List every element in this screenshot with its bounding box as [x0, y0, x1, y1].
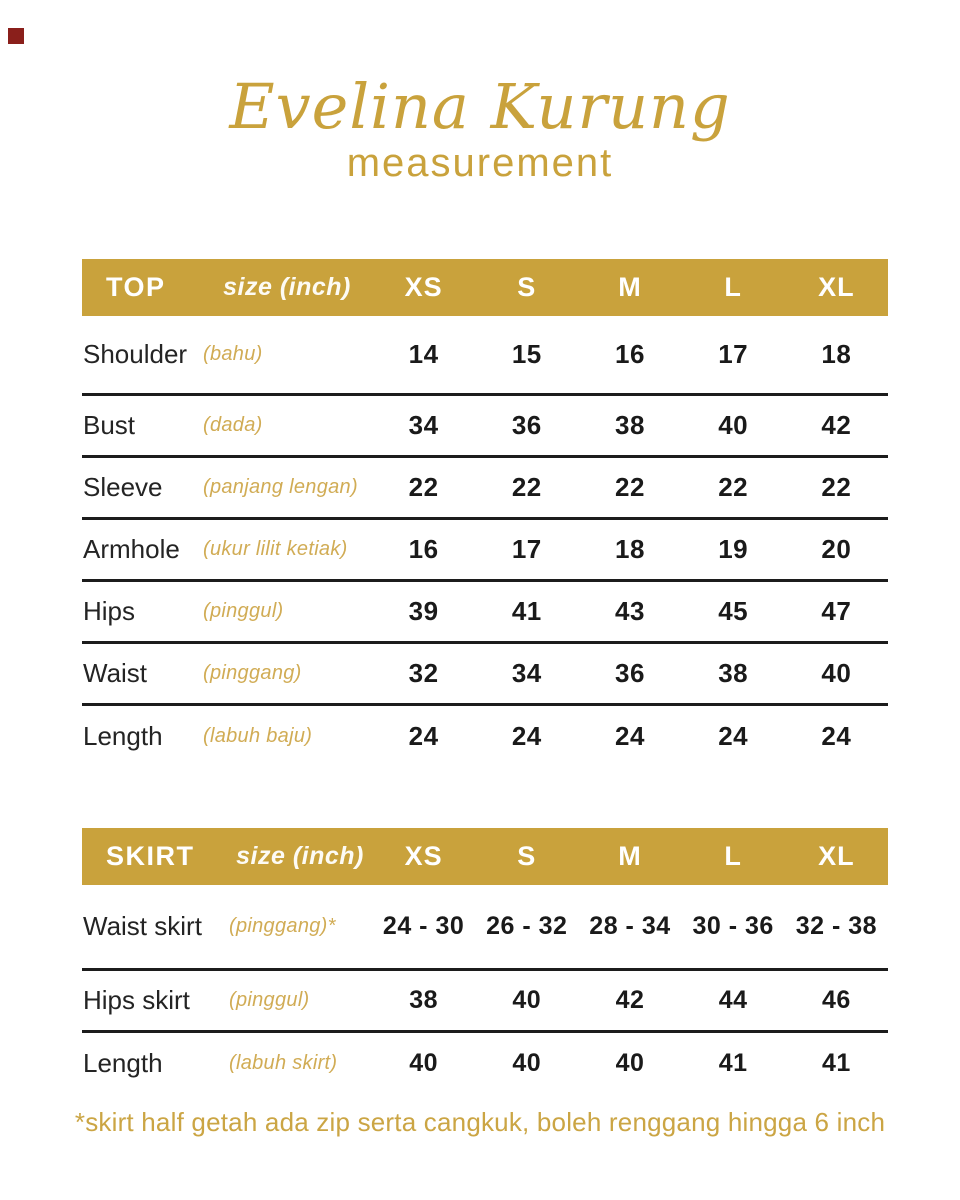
- size-col-header: L: [724, 841, 742, 872]
- row-label: Armhole: [83, 533, 180, 564]
- measurement-value: 26 - 32: [486, 912, 568, 941]
- measurement-value: 43: [615, 595, 645, 626]
- row-label: Sleeve: [83, 471, 163, 502]
- measurement-value: 17: [511, 533, 542, 564]
- chart-header: [0, 0, 960, 186]
- skirt-header-band: [82, 828, 888, 885]
- measurement-value: 20: [821, 533, 852, 564]
- measurement-value: 30 - 36: [692, 912, 774, 941]
- measurement-value: 18: [615, 533, 645, 564]
- measurement-value: 24: [821, 720, 852, 751]
- size-col-header: XL: [818, 272, 855, 303]
- measurement-value: 24 - 30: [382, 912, 465, 941]
- measurement-value: 38: [409, 985, 438, 1014]
- row-label-malay: (labuh skirt): [229, 1051, 338, 1074]
- measurement-value: 40: [821, 657, 852, 688]
- size-unit-label: size (inch): [223, 273, 351, 302]
- measurement-value: 24: [615, 720, 645, 751]
- measurement-value: 38: [718, 657, 749, 688]
- measurement-value: 45: [718, 595, 749, 626]
- top-measurement-table: [82, 259, 888, 766]
- measurement-value: 36: [511, 409, 542, 440]
- measurement-value: 16: [615, 339, 645, 370]
- measurement-row-length: [82, 704, 888, 766]
- skirt-footnote: *skirt half getah ada zip serta cangkuk, boleh renggang hingga 6 inch: [74, 1107, 886, 1138]
- measurement-value: 19: [718, 533, 749, 564]
- row-label-malay: (dada): [203, 413, 263, 436]
- measurement-row-skirt-length: [82, 1031, 888, 1093]
- measurement-value: 42: [821, 409, 852, 440]
- measurement-value: 22: [615, 471, 645, 502]
- measurement-row-waist-skirt: [82, 885, 888, 969]
- row-label: Waist skirt: [83, 911, 202, 942]
- measurement-value: 40: [615, 1048, 645, 1077]
- row-label-malay: (pinggul): [203, 599, 284, 622]
- size-col-header: M: [618, 841, 642, 872]
- measurement-value: 22: [408, 471, 439, 502]
- row-label: Shoulder: [83, 339, 188, 370]
- row-label: Length: [83, 720, 163, 751]
- measurement-value: 24: [718, 720, 749, 751]
- row-label: Hips skirt: [83, 984, 190, 1015]
- row-label-malay: (pinggang)*: [229, 915, 336, 938]
- size-col-header: L: [724, 272, 742, 303]
- measurement-value: 28 - 34: [589, 912, 671, 941]
- corner-marker: [8, 28, 24, 44]
- measurement-value: 40: [718, 409, 749, 440]
- measurement-value: 39: [408, 595, 439, 626]
- measurement-value: 42: [615, 985, 645, 1014]
- measurement-value: 41: [821, 1048, 851, 1077]
- measurement-value: 41: [718, 1048, 748, 1077]
- measurement-value: 34: [408, 409, 439, 440]
- measurement-value: 17: [718, 339, 749, 370]
- measurement-row-shoulder: [82, 316, 888, 394]
- measurement-row-sleeve: [82, 456, 888, 518]
- measurement-value: 38: [615, 409, 645, 440]
- measurement-value: 36: [615, 657, 645, 688]
- page-subtitle: measurement: [346, 141, 614, 186]
- measurement-value: 46: [821, 985, 851, 1014]
- measurement-value: 15: [511, 339, 542, 370]
- row-label: Hips: [83, 595, 136, 626]
- skirt-measurement-table: [82, 828, 888, 1093]
- measurement-row-bust: [82, 394, 888, 456]
- measurement-value: 22: [718, 471, 749, 502]
- measurement-value: 40: [512, 985, 542, 1014]
- measurement-row-hips: [82, 580, 888, 642]
- measurement-value: 40: [409, 1048, 438, 1077]
- top-header-band: [82, 259, 888, 316]
- measurement-value: 40: [512, 1048, 542, 1077]
- measurement-row-armhole: [82, 518, 888, 580]
- measurement-value: 32 - 38: [795, 912, 878, 941]
- size-col-header: XS: [404, 841, 443, 872]
- size-col-header: XS: [404, 272, 443, 303]
- row-label-malay: (pinggang): [203, 661, 302, 684]
- section-label-top: TOP: [106, 272, 166, 303]
- row-label-malay: (ukur lilit ketiak): [203, 537, 348, 560]
- row-label: Length: [83, 1047, 163, 1078]
- size-col-header: XL: [818, 841, 855, 872]
- measurement-value: 47: [821, 595, 852, 626]
- measurement-value: 44: [718, 985, 748, 1014]
- measurement-row-waist: [82, 642, 888, 704]
- measurement-value: 24: [408, 720, 439, 751]
- size-col-header: S: [517, 841, 537, 872]
- measurement-value: 22: [821, 471, 852, 502]
- row-label-malay: (panjang lengan): [203, 475, 358, 498]
- row-label-malay: (bahu): [203, 343, 263, 366]
- row-label-malay: (pinggul): [229, 988, 310, 1011]
- measurement-value: 16: [408, 533, 439, 564]
- measurement-value: 34: [511, 657, 542, 688]
- page-title: Evelina Kurung: [229, 70, 731, 143]
- row-label-malay: (labuh baju): [203, 724, 313, 747]
- row-label: Waist: [83, 657, 148, 688]
- measurement-value: 32: [408, 657, 439, 688]
- section-label-skirt: SKIRT: [106, 841, 195, 872]
- size-unit-label: size (inch): [236, 842, 364, 871]
- size-col-header: S: [517, 272, 537, 303]
- measurement-value: 14: [408, 339, 439, 370]
- measurement-value: 22: [511, 471, 542, 502]
- measurement-value: 41: [511, 595, 542, 626]
- size-col-header: M: [618, 272, 642, 303]
- measurement-row-hips-skirt: [82, 969, 888, 1031]
- row-label: Bust: [83, 409, 136, 440]
- measurement-value: 18: [821, 339, 852, 370]
- measurement-value: 24: [511, 720, 542, 751]
